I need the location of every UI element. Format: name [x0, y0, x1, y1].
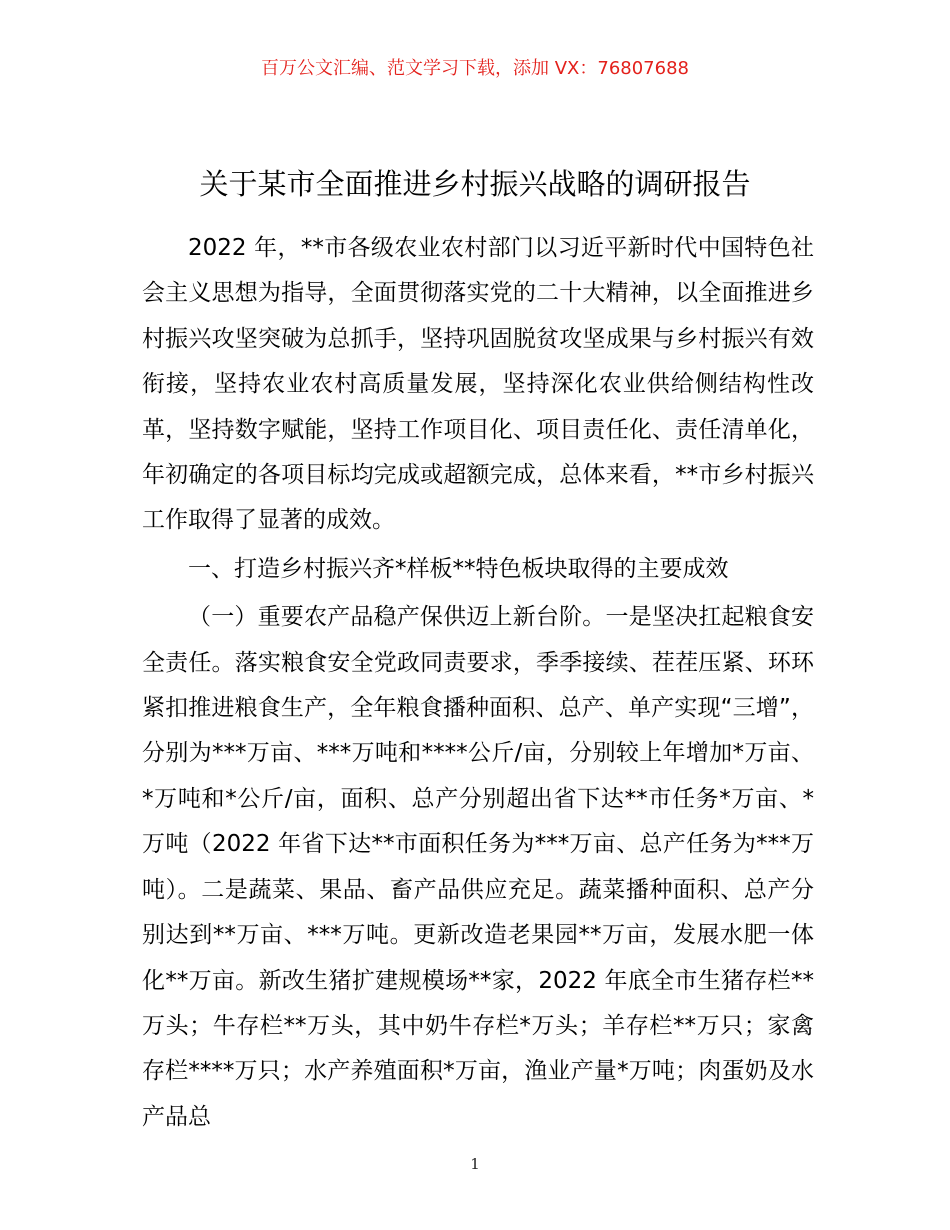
watermark-header: 百万公文汇编、范文学习下载，添加 VX：76807688: [261, 58, 689, 79]
section-heading: 一、打造乡村振兴齐*样板**特色板块取得的主要成效: [188, 555, 729, 582]
document-title: 关于某市全面推进乡村振兴战略的调研报告: [199, 167, 751, 201]
page-number: 1: [470, 1155, 480, 1173]
document-body: [142, 226, 814, 1140]
body-paragraph: （一）重要农产品稳产保供迈上新台阶。一是坚决扛起粮食安全责任。落实粮食安全党政同责要求，季季接续、茬茬压紧、环环紧扣推进粮食生产，全年粮食播种面积、总产、单产实现“三增”，分别为***万亩、***万吨和****公斤/亩，分别较上年增加*万亩、*万吨和*公斤/亩，面积、总产分别超出省下达**市任务*万亩、*万吨（2022 年省下达**市面积任务为***万亩、总产任务为***万吨）。二是蔬菜、果品、畜产品供应充足。蔬菜播种面积、总产分别达到**万亩、***万吨。更新改造老果园**万亩，发展水肥一体化**万亩。新改生猪扩建规模场**家，2022 年底全市生猪存栏**万头；牛存栏**万头，其中奶牛存栏*万头；羊存栏**万只；家禽存栏****万只；水产养殖面积*万亩，渔业产量*万吨；肉蛋奶及水产品总: [142, 604, 814, 1130]
intro-paragraph: 2022 年，**市各级农业农村部门以习近平新时代中国特色社会主义思想为指导，全面贯彻落实党的二十大精神，以全面推进乡村振兴攻坚突破为总抓手，坚持巩固脱贫攻坚成果与乡村振兴有效衔接，坚持农业农村高质量发展，坚持深化农业供给侧结构性改革，坚持数字赋能，坚持工作项目化、项目责任化、责任清单化，年初确定的各项目标均完成或超额完成，总体来看，**市乡村振兴工作取得了显著的成效。: [142, 235, 814, 534]
